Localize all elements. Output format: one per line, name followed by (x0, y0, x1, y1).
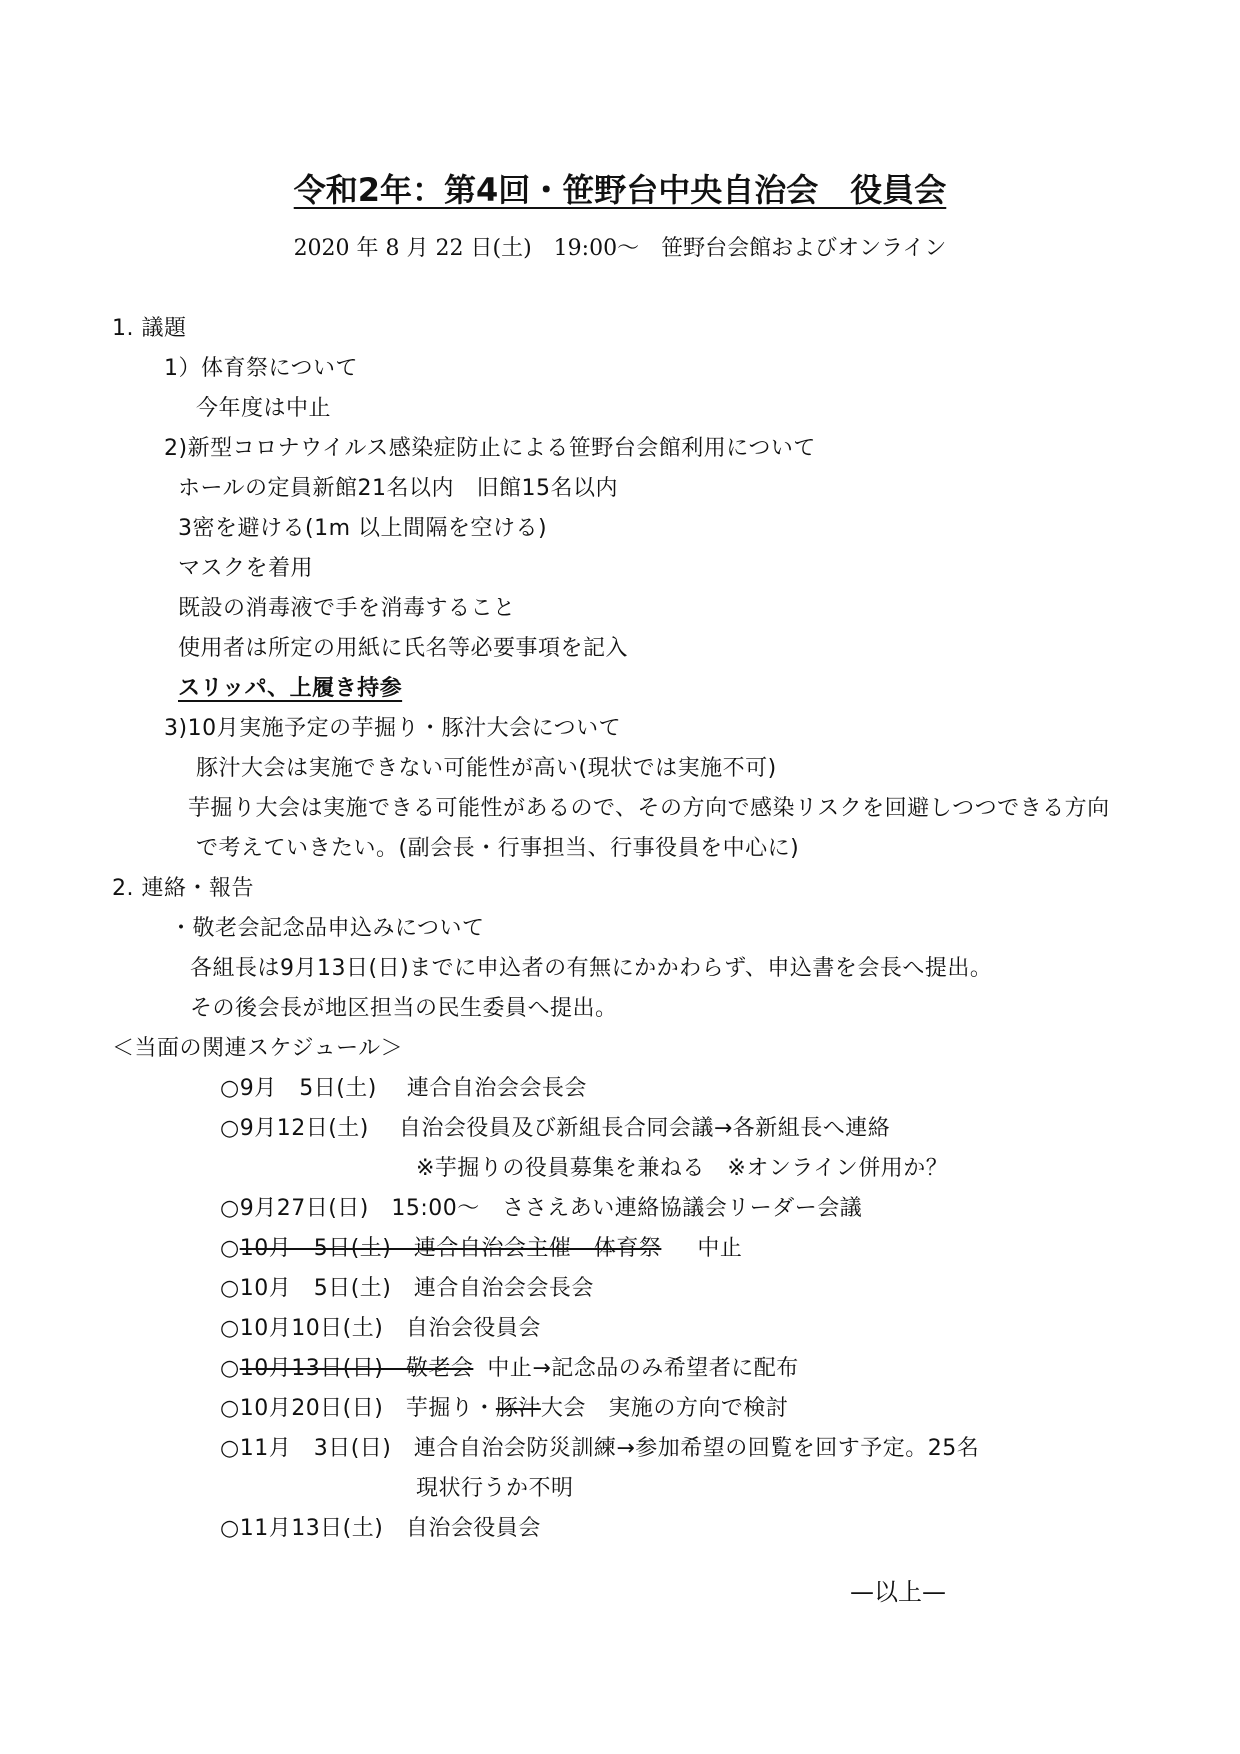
cancelled-event-text: 10月 5日(土) 連合自治会主催 体育祭 (239, 1236, 662, 1261)
agenda-item-2-line: ホールの定員新館21名以内 旧館15名以内 (178, 476, 619, 501)
agenda-item-2-line: マスクを着用 (178, 556, 314, 581)
agenda-item-2-line: 3密を避ける(1m 以上間隔を空ける) (178, 516, 548, 541)
schedule-row: ○9月12日(土) 自治会役員及び新組長合同会議→各新組長へ連絡 (220, 1116, 891, 1141)
closing-mark: —以上— (850, 1578, 946, 1606)
meeting-date-location: 2020 年 8 月 22 日(土) 19:00～ 笹野台会館およびオンライン (293, 236, 947, 261)
bullet-circle: ○ (220, 1356, 240, 1381)
schedule-row: ○9月 5日(土) 連合自治会会長会 (220, 1076, 587, 1101)
agenda-item-2-title: 2)新型コロナウイルス感染症防止による笹野台会館利用について (164, 436, 816, 461)
schedule-row-partial (220, 1394, 788, 1424)
schedule-row: ○11月13日(土) 自治会役員会 (220, 1516, 541, 1541)
schedule-row-cancelled (220, 1234, 742, 1264)
bullet-circle: ○ (220, 1236, 240, 1261)
schedule-row-note: ※芋掘りの役員募集を兼ねる ※オンライン併用か？ (416, 1156, 949, 1181)
document-title: 令和2年：第4回・笹野台中央自治会 役員会 (293, 171, 947, 209)
report-line: その後会長が地区担当の民生委員へ提出。 (190, 996, 618, 1021)
status-text: 中止→記念品のみ希望者に配布 (487, 1356, 799, 1381)
schedule-row-cancelled (220, 1354, 799, 1384)
schedule-row-note: 現状行うか不明 (416, 1476, 574, 1501)
agenda-item-3-line: 芋掘り大会は実施できる可能性があるので、その方向で感染リスクを回避しつつできる方向 (188, 796, 1110, 821)
agenda-item-1-detail: 今年度は中止 (196, 396, 332, 421)
report-line: 各組長は9月13日(日)までに申込者の有無にかかわらず、申込書を会長へ提出。 (190, 956, 993, 981)
schedule-row: ○11月 3日(日) 連合自治会防災訓練→参加希望の回覧を回す予定。25名 (220, 1436, 980, 1461)
section-heading-report: 2. 連絡・報告 (112, 876, 254, 901)
event-text: ○10月20日(日) 芋掘り・ (220, 1396, 496, 1421)
agenda-item-3-title: 3)10月実施予定の芋掘り・豚汁大会について (164, 716, 622, 741)
section-heading-agenda: 1. 議題 (112, 316, 187, 341)
cancelled-event-text: 豚汁 (495, 1396, 541, 1421)
schedule-row: ○10月10日(土) 自治会役員会 (220, 1316, 541, 1341)
schedule-row: ○9月27日(日) 15:00～ ささえあい連絡協議会リーダー会議 (220, 1196, 863, 1221)
cancelled-event-text: 10月13日(日) 敬老会 (239, 1356, 474, 1381)
agenda-item-1-title: 1）体育祭について (164, 356, 359, 381)
schedule-heading: ＜当面の関連スケジュール＞ (112, 1036, 404, 1061)
event-text: 大会 実施の方向で検討 (540, 1396, 789, 1421)
agenda-item-3-line: で考えていきたい。(副会長・行事担当、行事役員を中心に) (196, 836, 800, 861)
schedule-row: ○10月 5日(土) 連合自治会会長会 (220, 1276, 594, 1301)
agenda-item-3-line: 豚汁大会は実施できない可能性が高い(現状では実施不可) (196, 756, 777, 781)
agenda-item-2-line: 既設の消毒液で手を消毒すること (178, 596, 516, 621)
report-item-title: ・敬老会記念品申込みについて (170, 916, 485, 941)
status-text: 中止 (697, 1236, 743, 1261)
agenda-item-2-emphasis: スリッパ、上履き持参 (178, 676, 403, 701)
agenda-item-2-line: 使用者は所定の用紙に氏名等必要事項を記入 (178, 636, 629, 661)
